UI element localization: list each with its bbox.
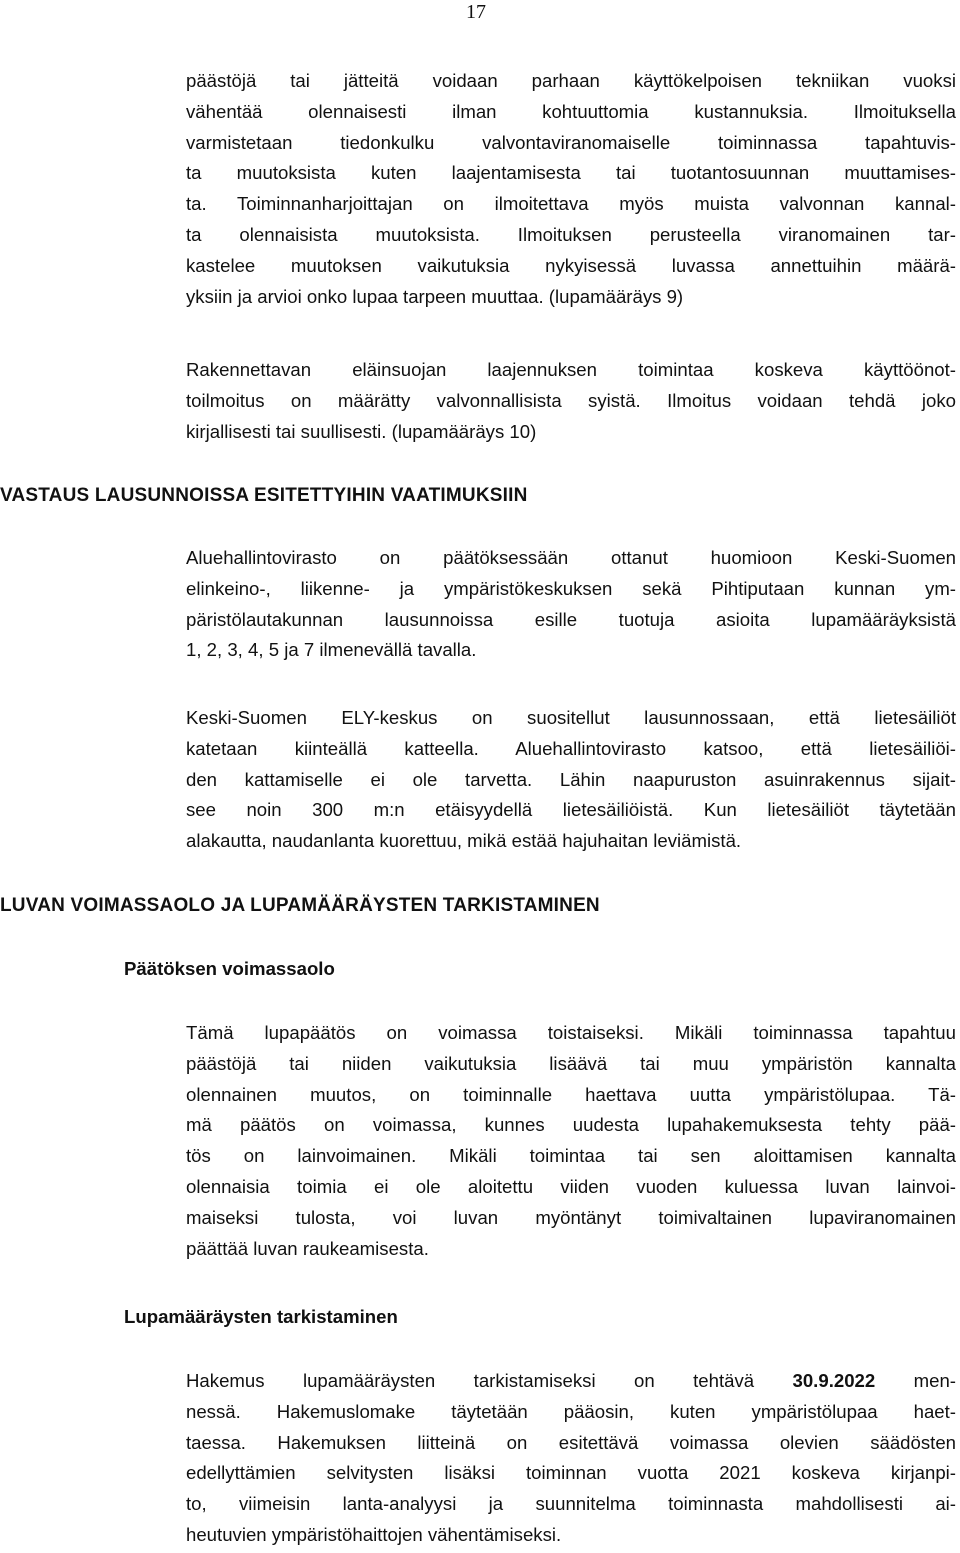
text-line: tös on lainvoimainen. Mikäli toimintaa tai sen aloittamisen kannalta <box>186 1145 956 1167</box>
text-line: mä päätös on voimassa, kunnes uudesta lupahakemuksesta tehty pää- <box>186 1114 956 1136</box>
subheading-permit-review: Lupamääräysten tarkistaminen <box>124 1306 398 1327</box>
text-line: alakautta, naudanlanta kuorettuu, mikä estää hajuhaitan leviämistä. <box>186 830 742 852</box>
text-line: taessa. Hakemuksen liitteinä on esitettävä voimassa olevien säädösten <box>186 1431 956 1453</box>
text-line: Tämä lupapäätös on voimassa toistaiseksi. Mikäli toiminnassa tapahtuu <box>186 1022 956 1043</box>
page-number: 17 <box>466 1 486 23</box>
text-fragment: Hakemus lupamääräysten tarkistamiseksi on tehtävä <box>186 1370 793 1391</box>
text-line: vähentää olennaisesti ilman kohtuuttomia kustannuksia. Ilmoituksella <box>186 100 956 122</box>
text-line: kastelee muutoksen vaikutuksia nykyisessä luvassa annettuihin määrä- <box>186 254 956 276</box>
text-line: olennaisia toimia ei ole aloitettu viiden vuoden kuluessa luvan lainvoi- <box>186 1175 956 1197</box>
section-heading-validity: LUVAN VOIMASSAOLO JA LUPAMÄÄRÄYSTEN TARKISTAMINEN <box>0 895 600 916</box>
text-line: olennainen muutos, on toiminnalle haettava uutta ympäristölupaa. Tä- <box>186 1083 956 1105</box>
text-line: ta olennaisista muutoksista. Ilmoituksen perusteella viranomainen tar- <box>186 223 956 245</box>
text-line: edellyttämien selvitysten lisäksi toiminnan vuotta 2021 koskeva kirjanpi- <box>186 1462 956 1484</box>
text-line: see noin 300 m:n etäisyydellä lietesäiliöistä. Kun lietesäiliöt täytetään <box>186 799 956 821</box>
subheading-decision-validity: Päätöksen voimassaolo <box>124 958 335 979</box>
paragraph-statements-considered <box>186 543 956 666</box>
text-line: yksiin ja arvioi onko lupaa tarpeen muuttaa. (lupamääräys 9) <box>186 285 684 307</box>
text-line: heutuvien ympäristöhaittojen vähentämiseksi. <box>186 1523 562 1545</box>
text-line: nessä. Hakemuslomake täytetään pääosin, kuten ympäristölupaa haet- <box>186 1400 956 1422</box>
text-line: Keski-Suomen ELY-keskus on suositellut lausunnossaan, että lietesäiliöt <box>186 707 956 728</box>
text-line: elinkeino-, liikenne- ja ympäristökeskuksen sekä Pihtiputaan kunnan ym- <box>186 577 956 599</box>
text-line: to, viimeisin lanta-analyysi ja suunnitelma toiminnasta mahdollisesti ai- <box>186 1493 956 1515</box>
text-line: Aluehallintovirasto on päätöksessään ottanut huomioon Keski-Suomen <box>186 547 956 568</box>
text-line: päättää luvan raukeamisesta. <box>186 1237 429 1259</box>
text-line <box>186 1366 956 1397</box>
deadline-date: 30.9.2022 <box>792 1370 876 1391</box>
text-line: ta muutoksista kuten laajentamisesta tai tuotantosuunnan muuttamises- <box>186 162 956 184</box>
text-line: toilmoitus on määrätty valvonnallisista syistä. Ilmoitus voidaan tehdä joko <box>186 389 956 411</box>
text-line: päästöjä tai jätteitä voidaan parhaan käyttökelpoisen tekniikan vuoksi <box>186 70 956 91</box>
text-line: Rakennettavan eläinsuojan laajennuksen toimintaa koskeva käyttöönot- <box>186 359 956 380</box>
paragraph-notification-duty <box>186 66 956 312</box>
text-fragment: men- <box>875 1370 956 1391</box>
paragraph-decision-validity <box>186 1018 956 1264</box>
paragraph-ely-statement <box>186 703 956 857</box>
section-heading-response: VASTAUS LAUSUNNOISSA ESITETTYIHIN VAATIMUKSIIN <box>0 485 528 506</box>
text-line: maiseksi tulosta, voi luvan myöntänyt toimivaltainen lupaviranomainen <box>186 1206 956 1228</box>
text-line: katetaan kiinteällä katteella. Aluehallintovirasto katsoo, että lietesäiliöi- <box>186 737 956 759</box>
text-line: ta. Toiminnanharjoittajan on ilmoitettava myös muista valvonnan kannal- <box>186 193 956 215</box>
text-line: päristölautakunnan lausunnoissa esille tuotuja asioita lupamääräyksistä <box>186 608 956 630</box>
text-line: päästöjä tai niiden vaikutuksia lisäävä tai muu ympäristön kannalta <box>186 1052 956 1074</box>
text-line: den kattamiselle ei ole tarvetta. Lähin naapuruston asuinrakennus sijait- <box>186 768 956 790</box>
text-line: varmistetaan tiedonkulku valvontaviranomaiselle toiminnassa tapahtuvis- <box>186 131 956 153</box>
text-line: kirjallisesti tai suullisesti. (lupamääräys 10) <box>186 420 537 442</box>
paragraph-commissioning-notice <box>186 355 956 447</box>
text-line: 1, 2, 3, 4, 5 ja 7 ilmenevällä tavalla. <box>186 639 477 661</box>
paragraph-permit-review <box>186 1366 956 1551</box>
